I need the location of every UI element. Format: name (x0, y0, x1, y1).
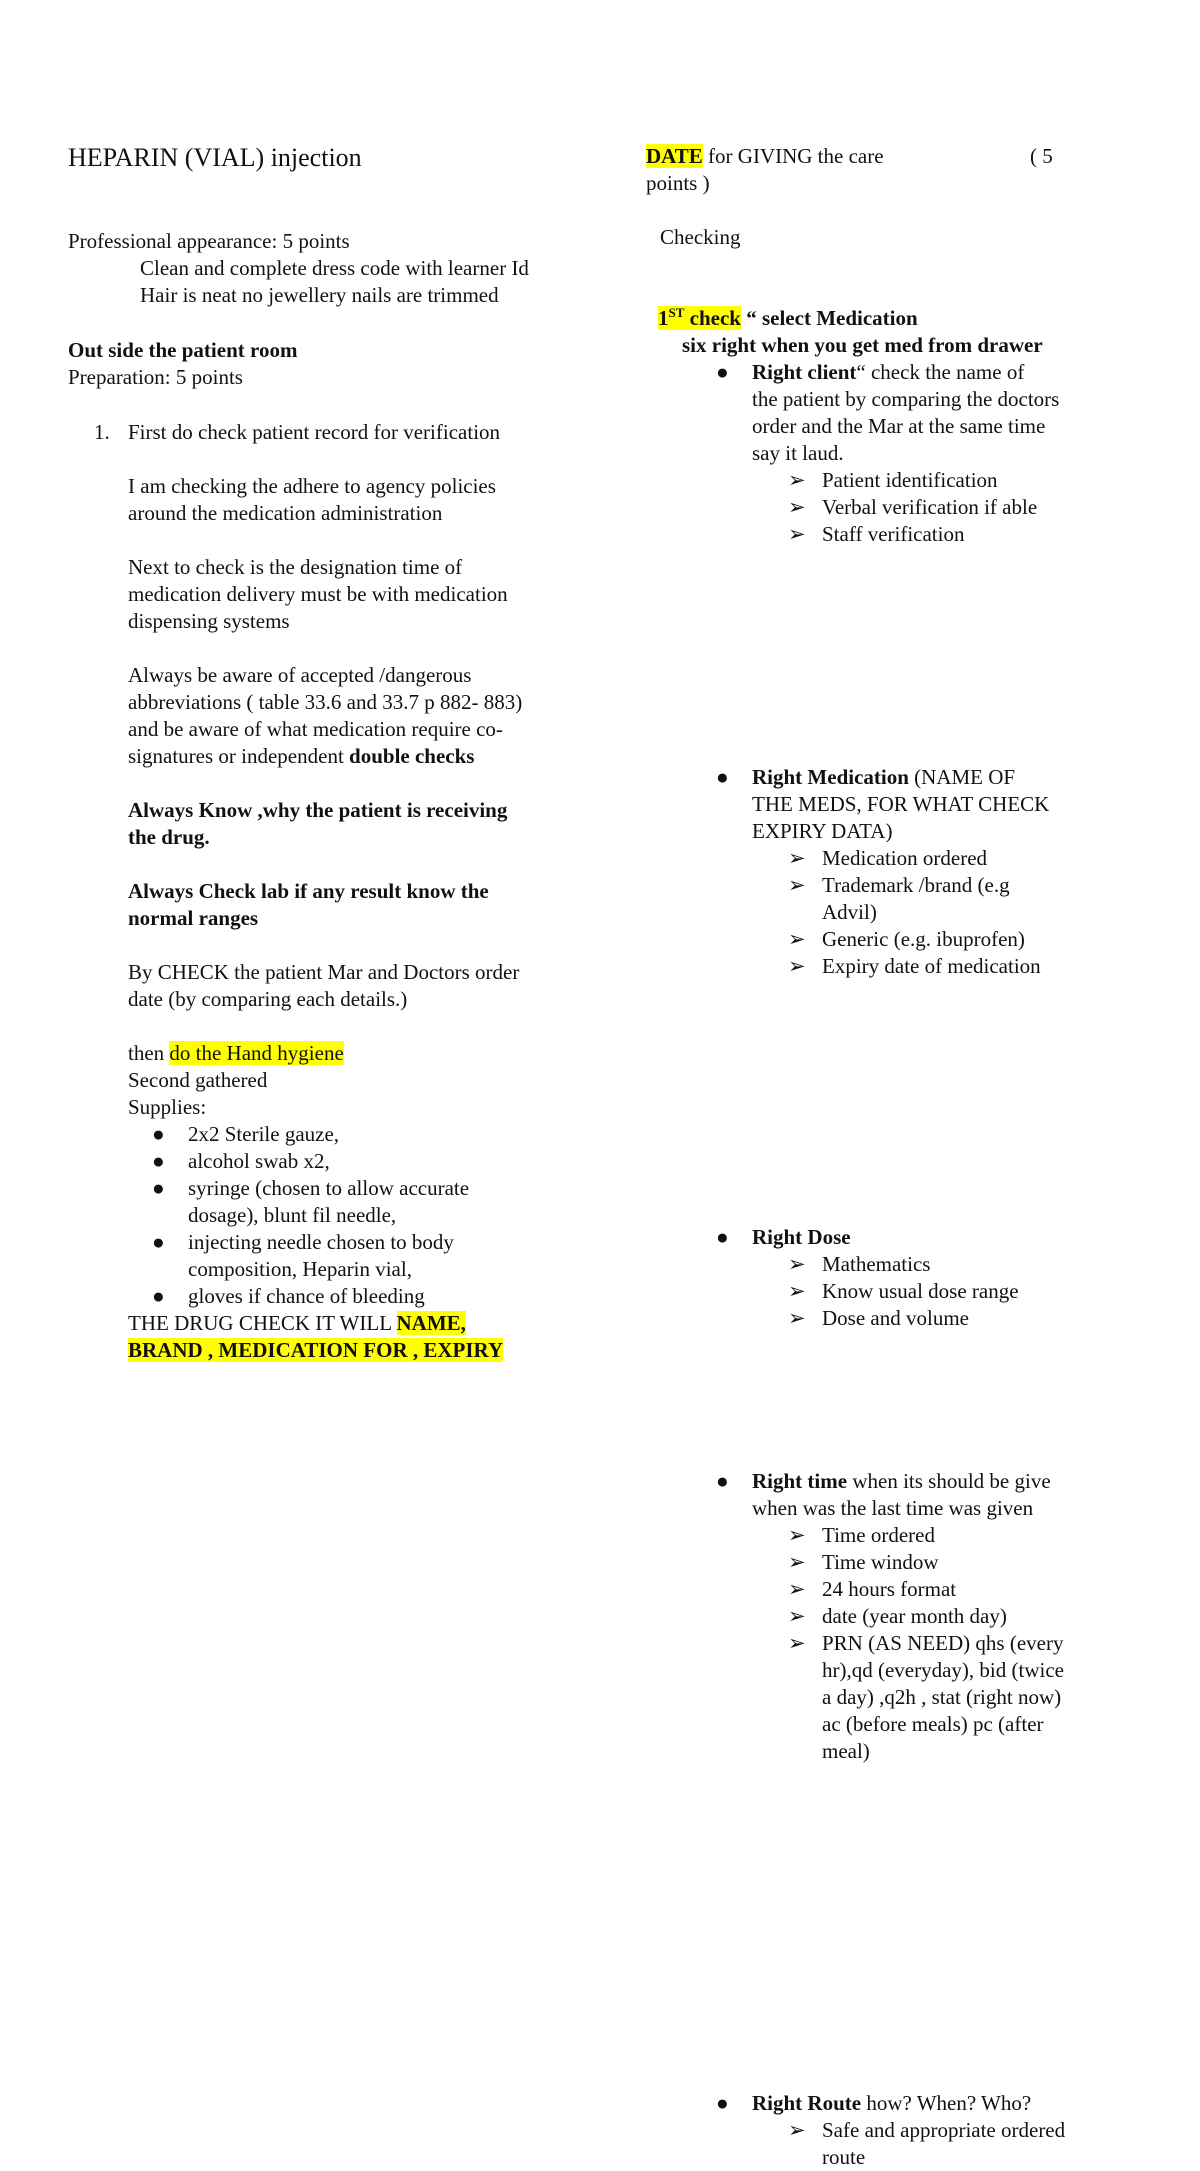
section-head: Right time (752, 1469, 848, 1493)
professional-item: Hair is neat no jewellery nails are trimmed (140, 283, 499, 307)
text-span: “ select Medication (740, 306, 918, 330)
supplies-label: Supplies: (128, 1095, 207, 1119)
highlighted-name: NAME, (396, 1311, 466, 1335)
bullet-icon: ● (152, 1149, 165, 1173)
bullet-icon: ● (716, 2091, 729, 2115)
text-line: around the medication administration (128, 501, 443, 525)
list-item: ➢ Mathematics (788, 1252, 931, 1276)
arrow-bullet-icon: ➢ (788, 954, 806, 978)
step-number: 1. (94, 420, 110, 444)
list-item: ➢ Know usual dose range (788, 1279, 1019, 1303)
drug-check-line (128, 1310, 503, 1364)
arrow-bullet-icon: ➢ (788, 2118, 806, 2142)
arrow-bullet-icon: ➢ (788, 927, 806, 951)
list-item: ➢ Dose and volume (788, 1306, 969, 1330)
arrow-bullet-icon: ➢ (788, 495, 806, 519)
text-line: normal ranges (128, 906, 259, 930)
text-line: Always be aware of accepted /dangerous (128, 663, 472, 687)
paragraph-abbreviations (128, 662, 522, 770)
arrow-bullet-icon: ➢ (788, 1252, 806, 1276)
text-line: Next to check is the designation time of (128, 555, 463, 579)
right-column (646, 0, 1116, 2169)
text-span: signatures or independent (128, 744, 350, 768)
text-line: Always Know ,why the patient is receiving (128, 798, 508, 822)
text-line: Right Medication (NAME OF (752, 765, 1016, 789)
first-check-heading (658, 305, 918, 332)
text-line: say it laud. (752, 441, 844, 465)
right-medication-section (706, 764, 1176, 980)
list-item: ➢ date (year month day) (788, 1604, 1007, 1628)
list-item: ➢ PRN (AS NEED) qhs (every hr),qd (everyday), bid (twice a day) ,q2h , stat (right now) ac (before meals) pc (after meal) (788, 1631, 1064, 1763)
hand-hygiene-line (128, 1040, 344, 1067)
text-line: Right time when its should be give (752, 1469, 1051, 1493)
second-gathered: Second gathered (128, 1068, 268, 1092)
list-item: ● injecting needle chosen to body composition, Heparin vial, (152, 1230, 454, 1281)
section-head: Right Route (752, 2091, 862, 2115)
text-line: medication delivery must be with medication (128, 582, 508, 606)
text-line: Right client“ check the name of (752, 360, 1025, 384)
text-span: THE DRUG CHECK IT WILL (128, 1311, 397, 1335)
text-line: dispensing systems (128, 609, 290, 633)
arrow-bullet-icon: ➢ (788, 846, 806, 870)
list-item: ➢ Time window (788, 1550, 939, 1574)
paragraph-know-why (128, 797, 507, 851)
six-right-heading: six right when you get med from drawer (682, 333, 1043, 357)
text-line: when was the last time was given (752, 1496, 1034, 1520)
arrow-bullet-icon: ➢ (788, 1631, 806, 1655)
text-line: date (by comparing each details.) (128, 987, 408, 1011)
preparation-label: Preparation: 5 points (68, 365, 243, 389)
professional-item: Clean and complete dress code with learner Id (140, 256, 529, 280)
step-1 (94, 419, 648, 446)
list-item: ➢ Expiry date of medication (788, 954, 1041, 978)
list-item: ● syringe (chosen to allow accurate dosage), blunt fil needle, (152, 1176, 470, 1227)
text-line (128, 1310, 503, 1337)
arrow-bullet-icon: ➢ (788, 1523, 806, 1547)
right-route-section (706, 2090, 1176, 2171)
highlighted-date: DATE (646, 144, 703, 168)
paragraph-check-mar (128, 959, 519, 1013)
paragraph-agency (128, 473, 496, 527)
text-line: By CHECK the patient Mar and Doctors order (128, 960, 520, 984)
bullet-icon: ● (716, 765, 729, 789)
list-item: ➢ 24 hours format (788, 1577, 957, 1601)
list-item: ➢ Verbal verification if able (788, 495, 1038, 519)
bold-phrase: double checks (349, 744, 475, 768)
sub-list (788, 1251, 1176, 1332)
sub-list (788, 845, 1176, 980)
paragraph-designation (128, 554, 508, 635)
bullet-icon: ● (152, 1122, 165, 1146)
text-line: and be aware of what medication require co- (128, 717, 503, 741)
arrow-bullet-icon: ➢ (788, 873, 806, 897)
highlighted-hand-hygiene: do the Hand hygiene (169, 1041, 344, 1065)
right-client-section (706, 359, 1176, 548)
text-line: Always Check lab if any result know the (128, 879, 489, 903)
sub-list (788, 1522, 1176, 1765)
supplies-list (142, 1121, 469, 1310)
bullet-icon: ● (716, 360, 729, 384)
section-head: Right Medication (752, 765, 909, 789)
list-item: ➢ Safe and appropriate ordered route (788, 2118, 1066, 2169)
outside-room-heading: Out side the patient room (68, 338, 298, 362)
right-dose-section (706, 1224, 1176, 1332)
text-span: for GIVING the care (702, 144, 884, 168)
text-line: the drug. (128, 825, 210, 849)
list-item: ● alcohol swab x2, (152, 1149, 330, 1173)
paragraph-check-lab (128, 878, 489, 932)
list-item: ➢ Generic (e.g. ibuprofen) (788, 927, 1025, 951)
text-line: EXPIRY DATA) (752, 819, 893, 843)
document-title: HEPARIN (VIAL) injection (68, 143, 362, 172)
professional-appearance-heading: Professional appearance: 5 points (68, 229, 350, 253)
text-line: I am checking the adhere to agency policies (128, 474, 496, 498)
arrow-bullet-icon: ➢ (788, 1279, 806, 1303)
checking-label: Checking (660, 225, 741, 249)
text-line: Right Route how? When? Who? (752, 2091, 1032, 2115)
list-item: ➢ Patient identification (788, 468, 998, 492)
points-continued: points ) (646, 171, 710, 195)
list-item: ● 2x2 Sterile gauze, (152, 1122, 340, 1146)
highlighted-first-check: 1ST check (658, 305, 741, 330)
arrow-bullet-icon: ➢ (788, 468, 806, 492)
bullet-icon: ● (716, 1225, 729, 1249)
date-line (646, 143, 1116, 170)
bullet-icon: ● (152, 1284, 165, 1308)
text-line (128, 743, 522, 770)
step-text: First do check patient record for verification (128, 420, 501, 444)
list-item: ➢ Staff verification (788, 522, 965, 546)
section-head: Right Dose (752, 1225, 851, 1249)
bullet-icon: ● (152, 1230, 165, 1254)
text-line: the patient by comparing the doctors (752, 387, 1060, 411)
text-span: then (128, 1041, 170, 1065)
list-item: ➢ Time ordered (788, 1523, 935, 1547)
text-line: abbreviations ( table 33.6 and 33.7 p 882- 883) (128, 690, 523, 714)
highlighted-brand: BRAND , MEDICATION FOR , EXPIRY (128, 1338, 504, 1362)
arrow-bullet-icon: ➢ (788, 1550, 806, 1574)
arrow-bullet-icon: ➢ (788, 522, 806, 546)
arrow-bullet-icon: ➢ (788, 1577, 806, 1601)
left-column (68, 0, 588, 1362)
arrow-bullet-icon: ➢ (788, 1604, 806, 1628)
text-line: THE MEDS, FOR WHAT CHECK (752, 792, 1050, 816)
list-item: ➢ Trademark /brand (e.g Advil) (788, 873, 1010, 924)
sub-list (788, 2117, 1176, 2171)
points-label: ( 5 (1030, 144, 1053, 168)
arrow-bullet-icon: ➢ (788, 1306, 806, 1330)
right-time-section (706, 1468, 1176, 1765)
list-item: ● gloves if chance of bleeding (152, 1284, 425, 1308)
text-line: order and the Mar at the same time (752, 414, 1046, 438)
text-line (128, 1337, 503, 1364)
sub-list (788, 467, 1176, 548)
bullet-icon: ● (152, 1176, 165, 1200)
section-head: Right client (752, 360, 857, 384)
bullet-icon: ● (716, 1469, 729, 1493)
list-item: ➢ Medication ordered (788, 846, 988, 870)
